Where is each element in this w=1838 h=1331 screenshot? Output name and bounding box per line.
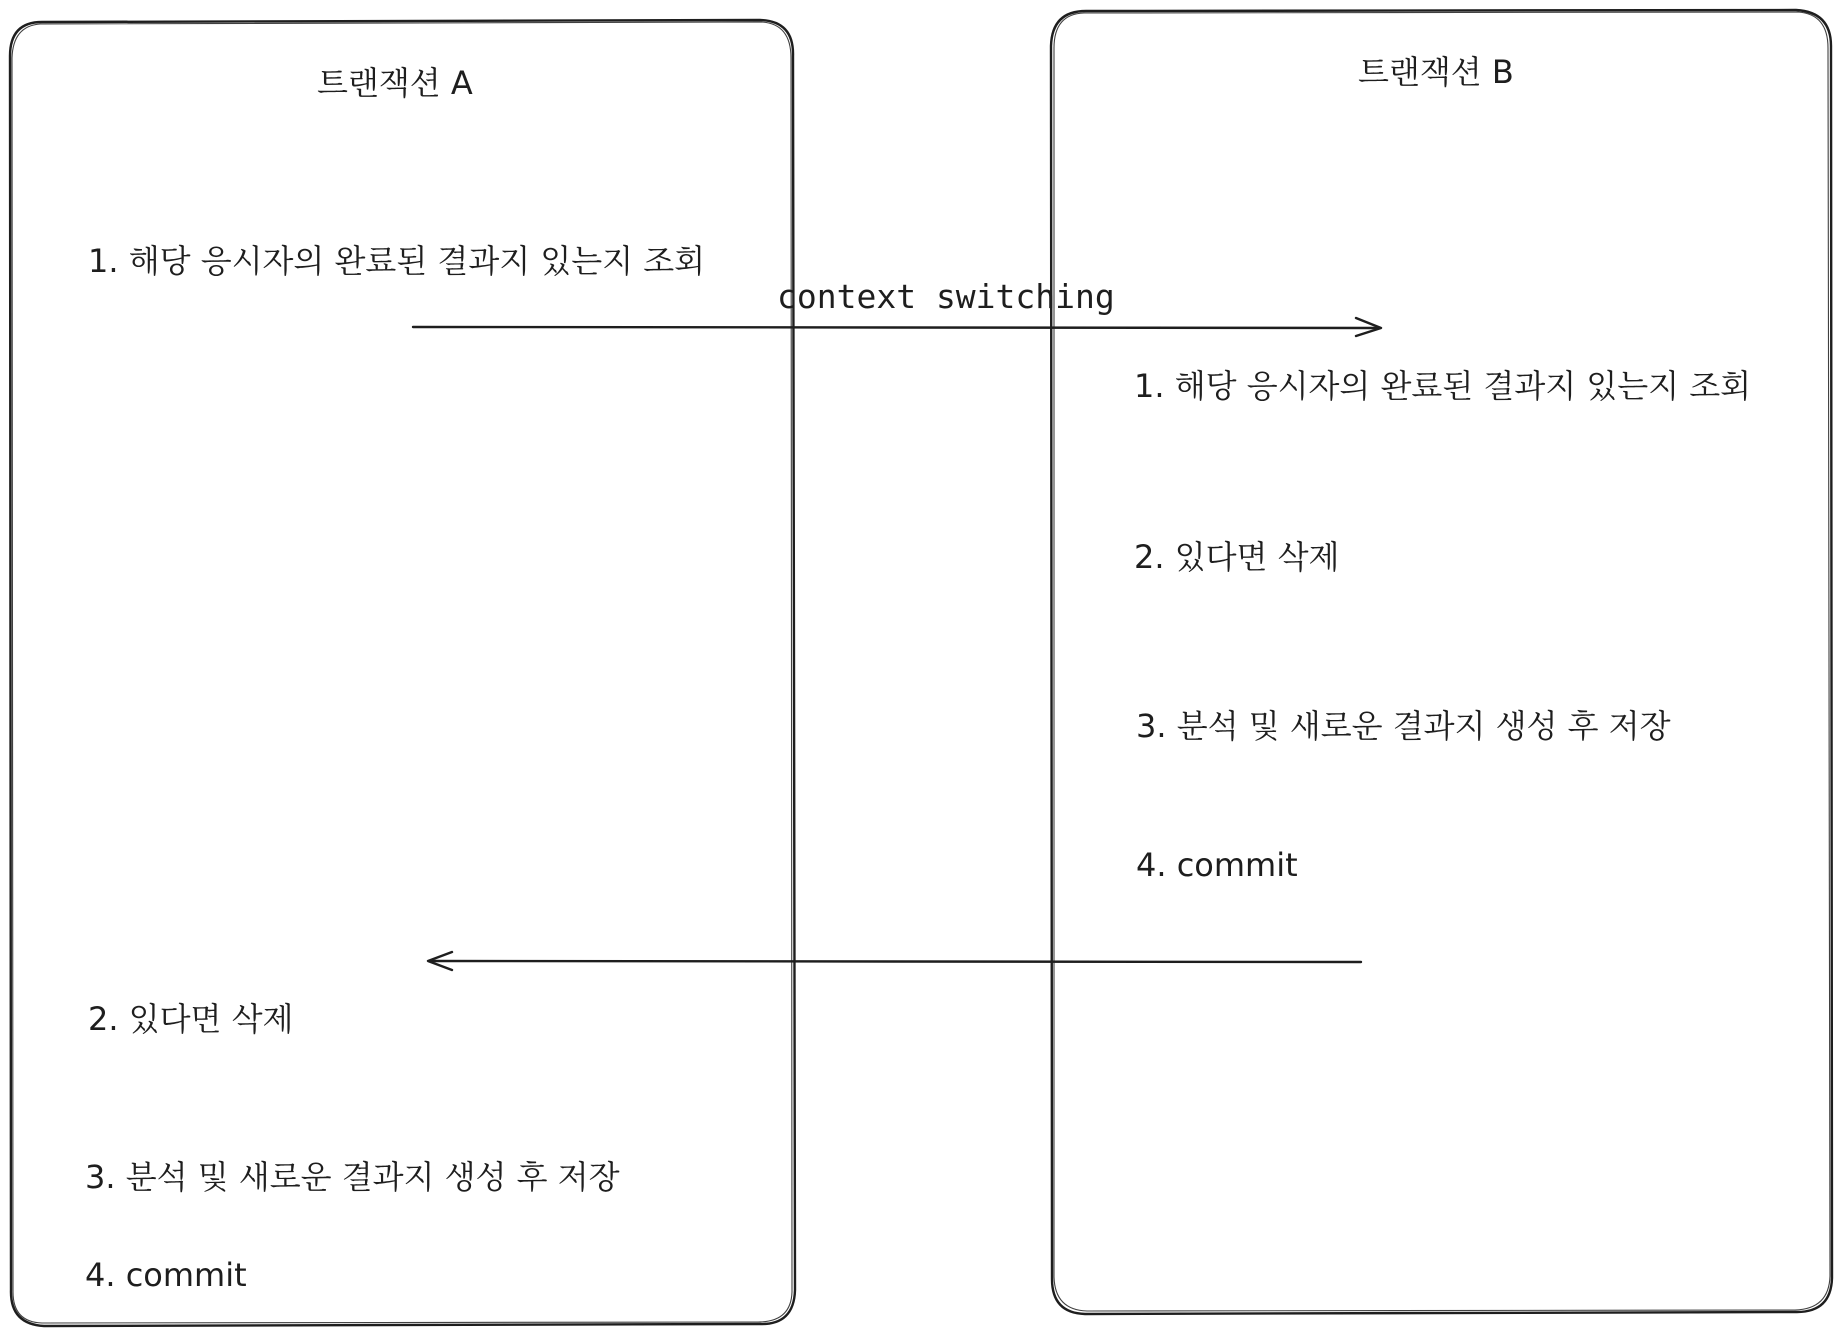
panel-b-border <box>1051 10 1832 1314</box>
panel-b-border-sketch <box>1054 12 1830 1311</box>
panel-a-step-3: 3. 분석 및 새로운 결과지 생성 후 저장 <box>85 1158 620 1196</box>
arrow-b-to-a <box>428 952 1361 970</box>
panel-a-title: 트랜잭션 A <box>317 64 473 102</box>
panel-a-step-1: 1. 해당 응시자의 완료된 결과지 있는지 조회 <box>88 242 706 280</box>
panel-a-border-sketch <box>12 22 792 1323</box>
arrow-b-to-a-line <box>429 961 1361 962</box>
panel-b-step-2: 2. 있다면 삭제 <box>1134 538 1340 576</box>
panel-transaction-b <box>1051 10 1832 1314</box>
arrow-a-to-b-line <box>413 327 1380 328</box>
panel-a-step-4: 4. commit <box>85 1256 247 1294</box>
panel-b-step-4: 4. commit <box>1136 846 1298 884</box>
arrow-a-to-b-label: context switching <box>777 277 1115 316</box>
panel-b-step-3: 3. 분석 및 새로운 결과지 생성 후 저장 <box>1136 707 1671 745</box>
panel-transaction-a <box>10 20 795 1326</box>
panel-b-step-1: 1. 해당 응시자의 완료된 결과지 있는지 조회 <box>1134 367 1752 405</box>
panel-b-title: 트랜잭션 B <box>1358 53 1514 91</box>
panel-a-border <box>10 20 795 1326</box>
arrow-a-to-b <box>413 277 1381 336</box>
panel-a-step-2: 2. 있다면 삭제 <box>88 1000 294 1038</box>
